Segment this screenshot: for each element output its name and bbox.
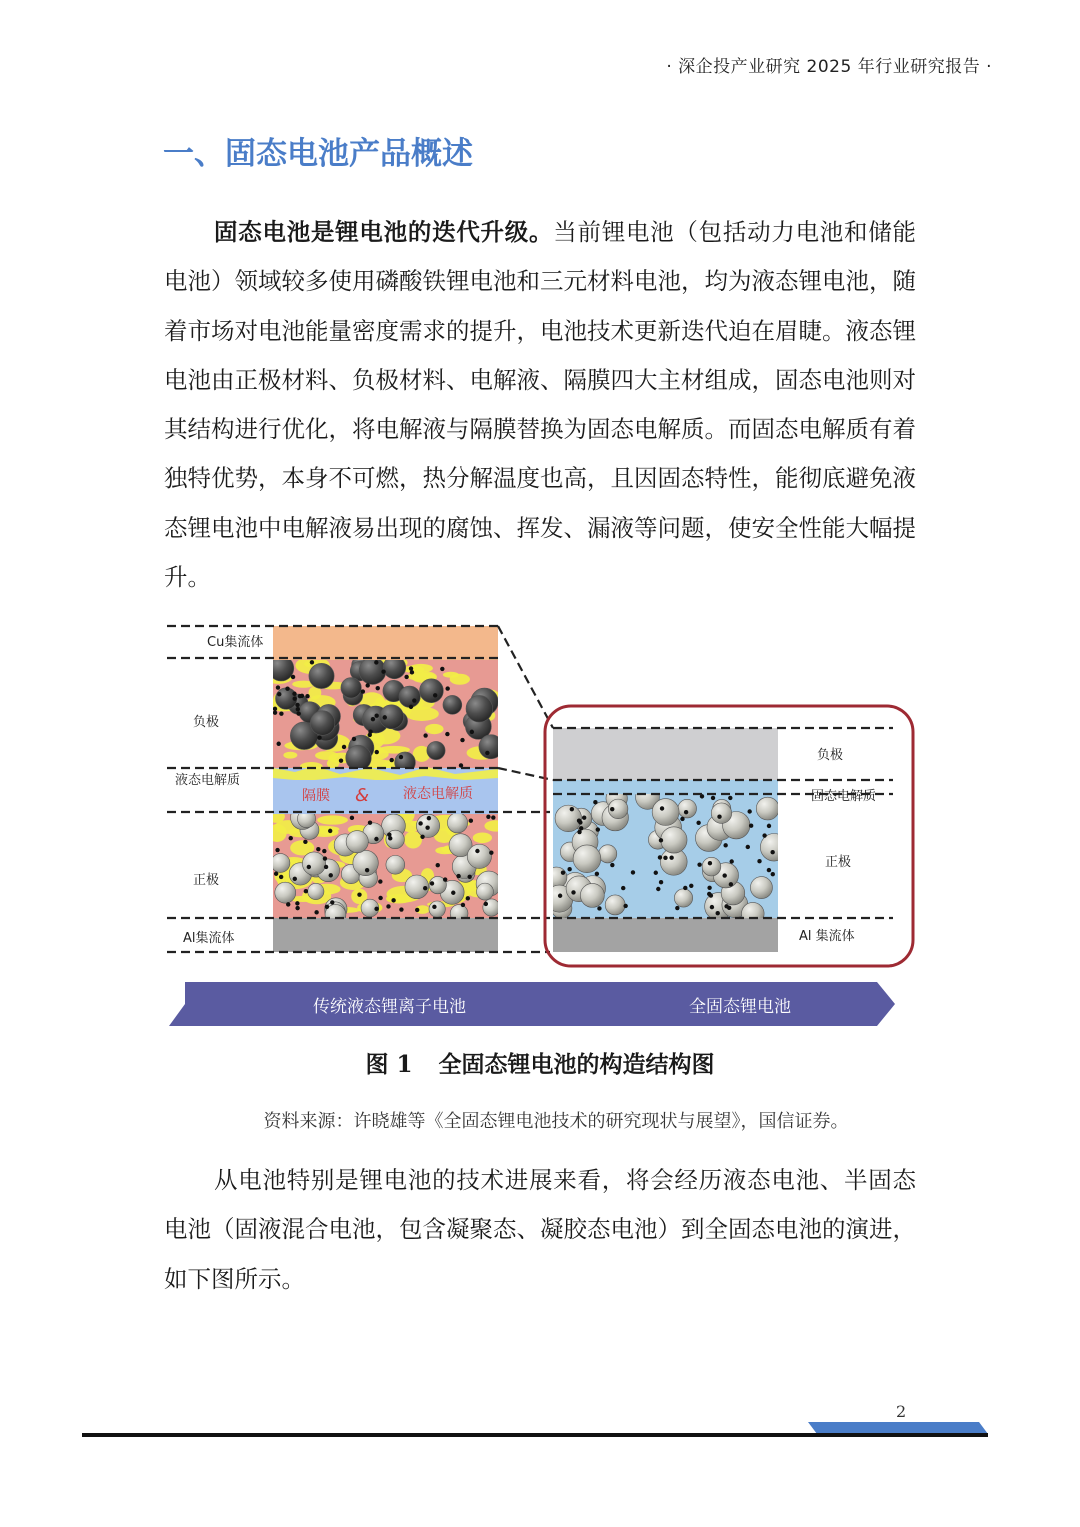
right-solid-electrolyte-layer bbox=[546, 780, 788, 925]
right-anode-layer bbox=[553, 728, 778, 780]
cathode-layer bbox=[267, 806, 507, 926]
label-anode-right: 负极 bbox=[817, 748, 844, 763]
arrow-label-traditional: 传统液态锂离子电池 bbox=[313, 997, 466, 1017]
arrow-label-solid-state: 全固态锂电池 bbox=[689, 997, 791, 1017]
intro-body: 当前锂电池（包括动力电池和储能电池）领域较多使用磷酸铁锂电池和三元材料电池，均为液态锂电池，随着市场对电池能量密度需求的提升，电池技术更新迭代迫在眉睫。液态锂电池由正极材料、负极材料、电解液、隔膜四大主材组成，固态电池则对其结构进行优化，将电解液与隔膜替换为固态电解质。而固态电解质有着独特优势，本身不可燃，热分解温度也高，且因固态特性，能彻底避免液态锂电池中电解液易出现的腐蚀、挥发、漏液等问题，使安全性能大幅提升。 bbox=[164, 218, 916, 592]
label-cu-collector: Cu集流体 bbox=[207, 635, 264, 650]
footer-rule bbox=[82, 1433, 988, 1437]
battery-structure-figure bbox=[165, 620, 917, 1030]
label-al-collector-right: Al 集流体 bbox=[799, 929, 855, 944]
label-al-collector-left: Al集流体 bbox=[183, 931, 235, 946]
figure-number: 图 1 bbox=[365, 1051, 413, 1078]
right-aluminum-layer bbox=[553, 918, 778, 952]
figure-title: 全固态锂电池的构造结构图 bbox=[438, 1051, 715, 1078]
figure-caption bbox=[0, 1046, 1080, 1079]
label-anode-left: 负极 bbox=[193, 715, 220, 730]
aluminum-collector-layer bbox=[273, 918, 498, 952]
label-cathode-right: 正极 bbox=[825, 855, 852, 870]
running-header: · 深企投产业研究 2025 年行业研究报告 · bbox=[666, 57, 992, 77]
label-cathode-left: 正极 bbox=[193, 873, 220, 888]
label-solid-electrolyte: 固态电解质 bbox=[811, 789, 877, 804]
intro-lead-sentence: 固态电池是锂电池的迭代升级。 bbox=[214, 218, 554, 246]
evolution-paragraph: 从电池特别是锂电池的技术进展来看，将会经历液态电池、半固态电池（固液混合电池，包含凝聚态、凝胶态电池）到全固态电池的演进，如下图所示。 bbox=[164, 1166, 916, 1293]
copper-collector-layer bbox=[273, 626, 498, 660]
label-liquid-electrolyte-left: 液态电解质 bbox=[175, 773, 241, 788]
anode-layer bbox=[264, 656, 503, 775]
label-ampersand: & bbox=[355, 785, 370, 806]
section-title: 一、固态电池产品概述 bbox=[163, 136, 473, 172]
page-number: 2 bbox=[896, 1402, 907, 1421]
label-separator-electrolyte: 液态电解质 bbox=[403, 786, 473, 802]
label-separator: 隔膜 bbox=[302, 788, 330, 804]
intro-paragraph bbox=[164, 208, 916, 602]
figure-source: 资料来源：许晓雄等《全固态锂电池技术的研究现状与展望》，国信证券。 bbox=[263, 1111, 849, 1132]
